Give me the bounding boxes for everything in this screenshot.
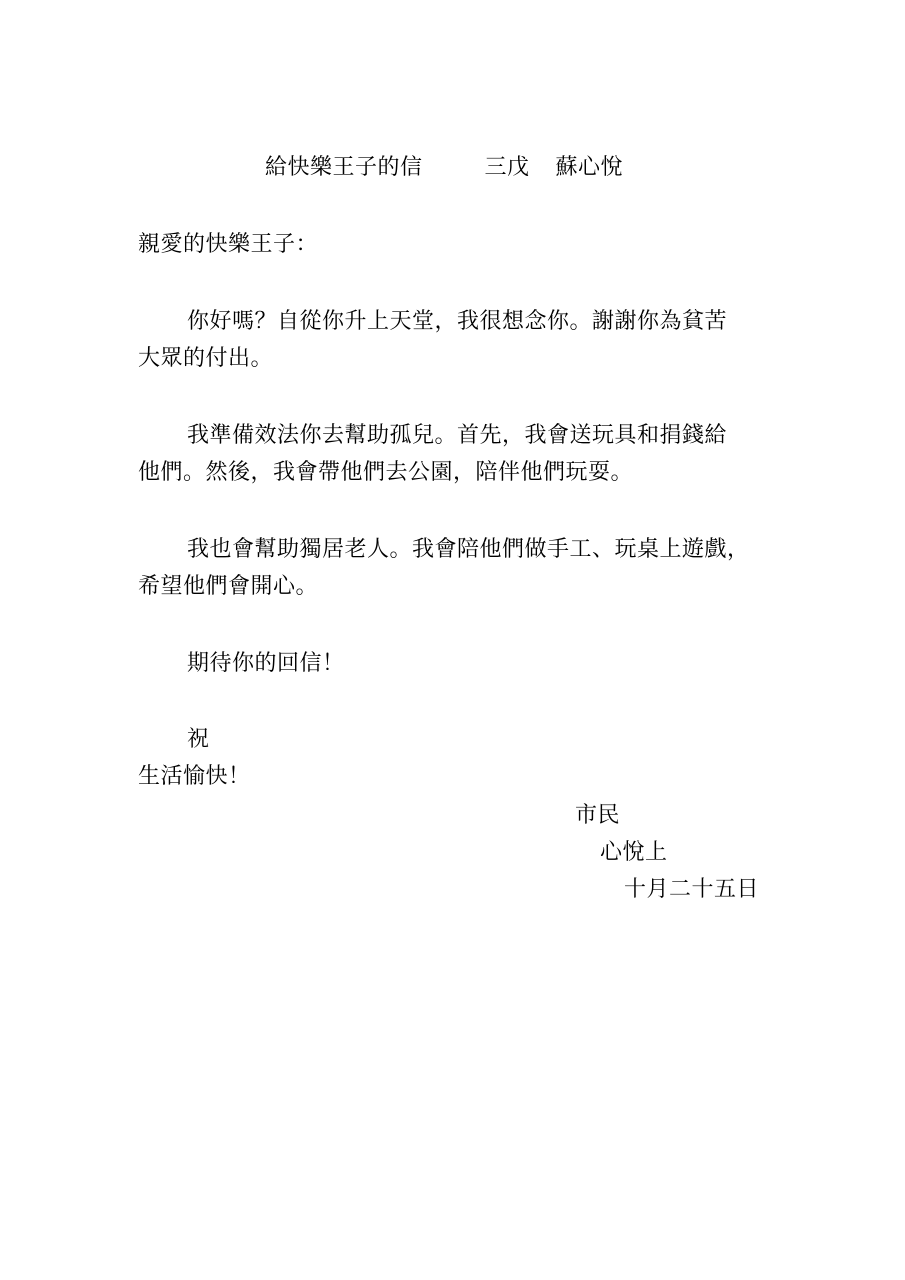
letter-title: 給快樂王子的信 (265, 155, 423, 180)
paragraph-3-line-2: 希望他們會開心。 (138, 574, 319, 599)
wish-line-2: 生活愉快！ (138, 764, 251, 789)
signature-date: 十月二十五日 (624, 877, 760, 902)
signature-role: 市民 (575, 803, 621, 828)
paragraph-1-line-2: 大眾的付出。 (138, 346, 274, 371)
author-name: 蘇心悅 (555, 155, 624, 180)
paragraph-1-line-1: 你好嗎？自從你升上天堂，我很想念你。謝謝你為貧苦 (187, 309, 728, 334)
closing-paragraph: 期待你的回信！ (187, 651, 345, 676)
class-label: 三戊 (484, 155, 530, 180)
paragraph-3-line-1: 我也會幫助獨居老人。我會陪他們做手工、玩桌上遊戲， (187, 537, 750, 562)
paragraph-2-line-1: 我準備效法你去幫助孤兒。首先，我會送玩具和捐錢給 (187, 423, 728, 448)
letter-heading (265, 152, 623, 184)
salutation: 親愛的快樂王子： (138, 232, 319, 257)
paragraph-2-line-2: 他們。然後，我會帶他們去公園，陪伴他們玩耍。 (138, 460, 634, 485)
wish-line-1: 祝 (187, 727, 210, 752)
signature-name: 心悅上 (600, 840, 668, 865)
